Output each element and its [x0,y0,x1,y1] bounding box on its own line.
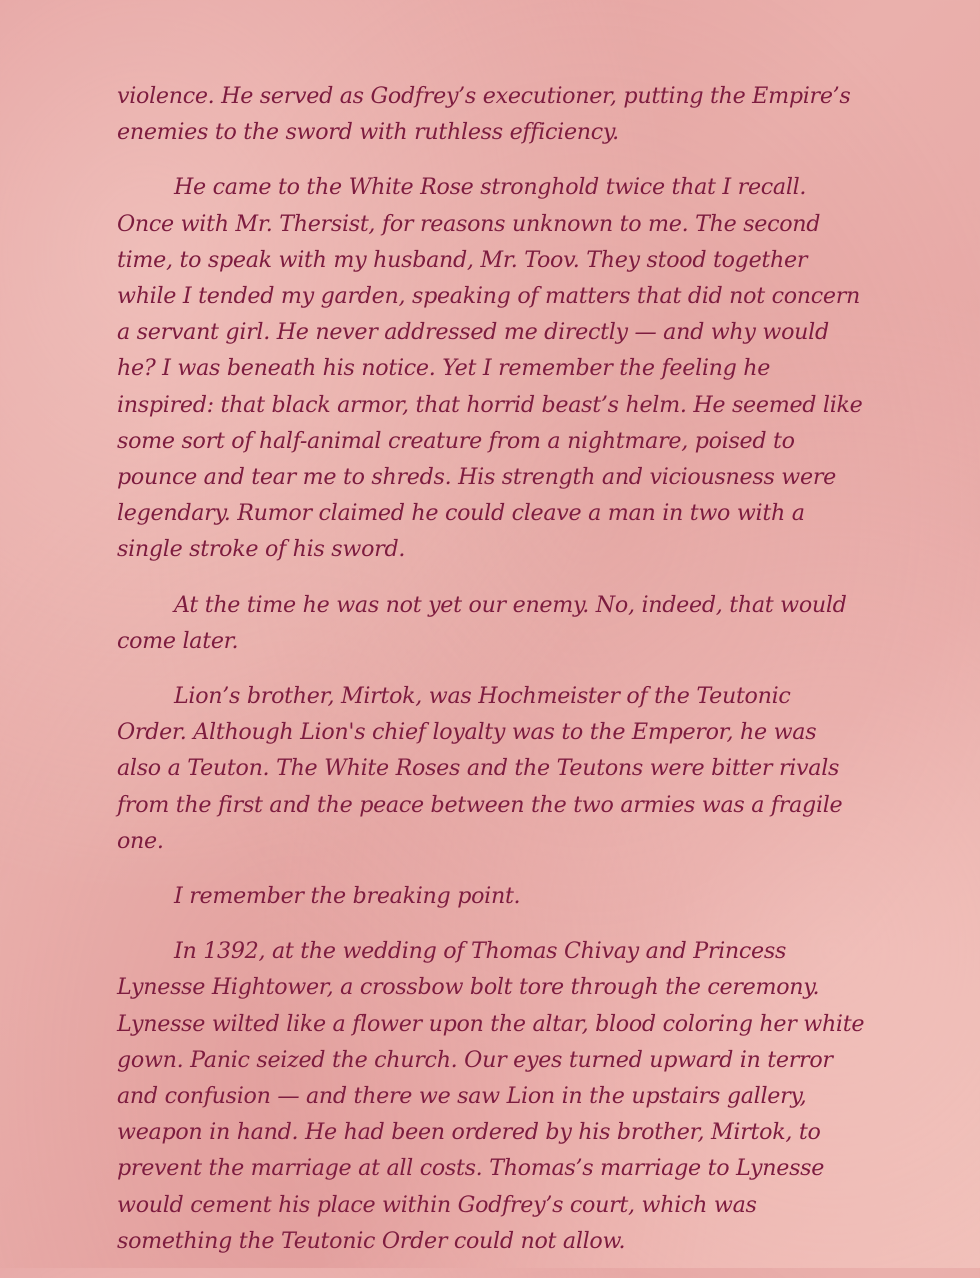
paragraph: Lion’s brother, Mirtok, was Hochmeister of the Teutonic Order. Although Lion's chief loyalty was to the Emperor, he was also a Teuton. The White Roses and the Teutons were bitter rivals from the first and the peace between the two armies was a fragile one. [117,683,843,854]
paragraph: violence. He served as Godfrey’s executioner, putting the Empire’s enemies to the sword with ruthless efficiency. [117,83,851,146]
paragraph: In 1392, at the wedding of Thomas Chivay and Princess Lynesse Hightower, a crossbow bolt tore through the ceremony. Lynesse wilted like a flower upon the altar, blood coloring her white gown. Panic seized the church. Our eyes turned upward in terror and confusion — and there we saw Lion in the upstairs gallery, weapon in hand. He had been ordered by his brother, Mirtok, to prevent the marriage at all costs. Thomas’s marriage to Lynesse would cement his place within Godfrey’s court, which was something the Teutonic Order could not allow. [117,938,865,1254]
paragraph: He came to the White Rose stronghold twice that I recall. Once with Mr. Thersist, for reasons unknown to me. The second time, to speak with my husband, Mr. Toov. They stood together while I tended my garden, speaking of matters that did not concern a servant girl. He never addressed me directly — and why would he? I was beneath his notice. Yet I remember the feeling he inspired: that black armor, that horrid beast’s helm. He seemed like some sort of half-animal creature from a nightmare, poised to pounce and tear me to shreds. His strength and viciousness were legendary. Rumor claimed he could cleave a man in two with a single stroke of his sword. [117,174,863,563]
paragraph: I remember the breaking point. [174,883,521,910]
paragraph: At the time he was not yet our enemy. No, indeed, that would come later. [117,591,847,654]
document-page [117,78,865,1278]
